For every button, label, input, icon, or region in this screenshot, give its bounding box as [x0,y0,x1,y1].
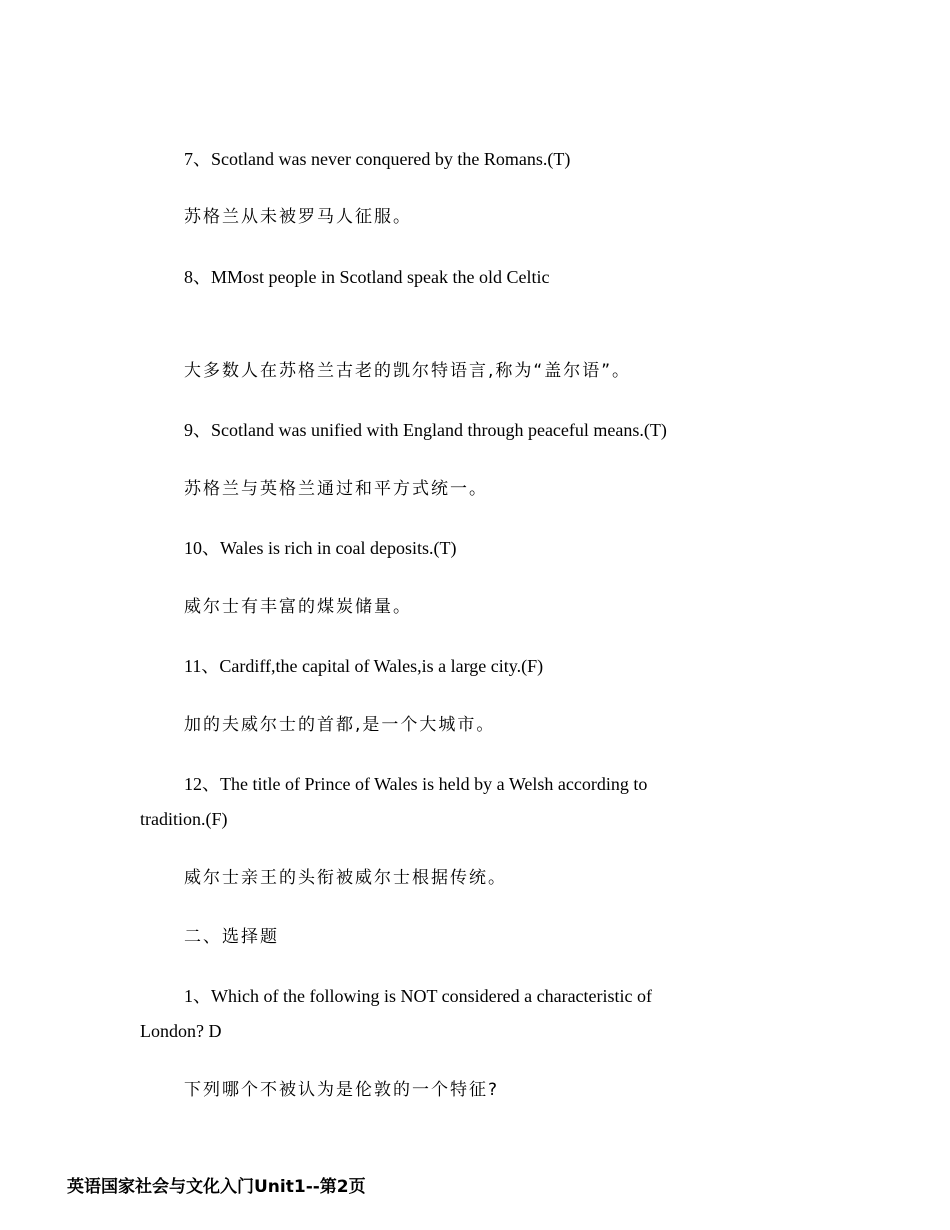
question-11-chinese: 加的夫威尔士的首都,是一个大城市。 [184,715,496,735]
question-12-chinese: 威尔士亲王的头衔被威尔士根据传统。 [184,868,507,888]
question-11-english: 11、Cardiff,the capital of Wales,is a large city.(F) [184,656,544,676]
multiple-choice-1-english-line-1: 1、Which of the following is NOT considered a characteristic of [184,986,653,1006]
question-9-chinese: 苏格兰与英格兰通过和平方式统一。 [184,479,488,499]
question-12-english-line-2: tradition.(F) [140,809,228,829]
page-footer: 英语国家社会与文化入门Unit1--第2页 [67,1177,366,1197]
multiple-choice-1-chinese: 下列哪个不被认为是伦敦的一个特征? [184,1080,500,1100]
question-9-english: 9、Scotland was unified with England through peaceful means.(T) [184,420,667,440]
question-8-english: 8、MMost people in Scotland speak the old Celtic [184,267,550,287]
question-7-chinese: 苏格兰从未被罗马人征服。 [184,207,412,227]
question-10-english: 10、Wales is rich in coal deposits.(T) [184,538,457,558]
question-12-english-line-1: 12、The title of Prince of Wales is held by a Welsh according to [184,774,648,794]
question-10-chinese: 威尔士有丰富的煤炭储量。 [184,597,412,617]
question-8-chinese: 大多数人在苏格兰古老的凯尔特语言,称为“盖尔语”。 [184,361,632,381]
multiple-choice-1-english-line-2: London? D [140,1021,222,1041]
question-7-english: 7、Scotland was never conquered by the Romans.(T) [184,149,571,169]
section-2-heading: 二、选择题 [184,927,279,947]
